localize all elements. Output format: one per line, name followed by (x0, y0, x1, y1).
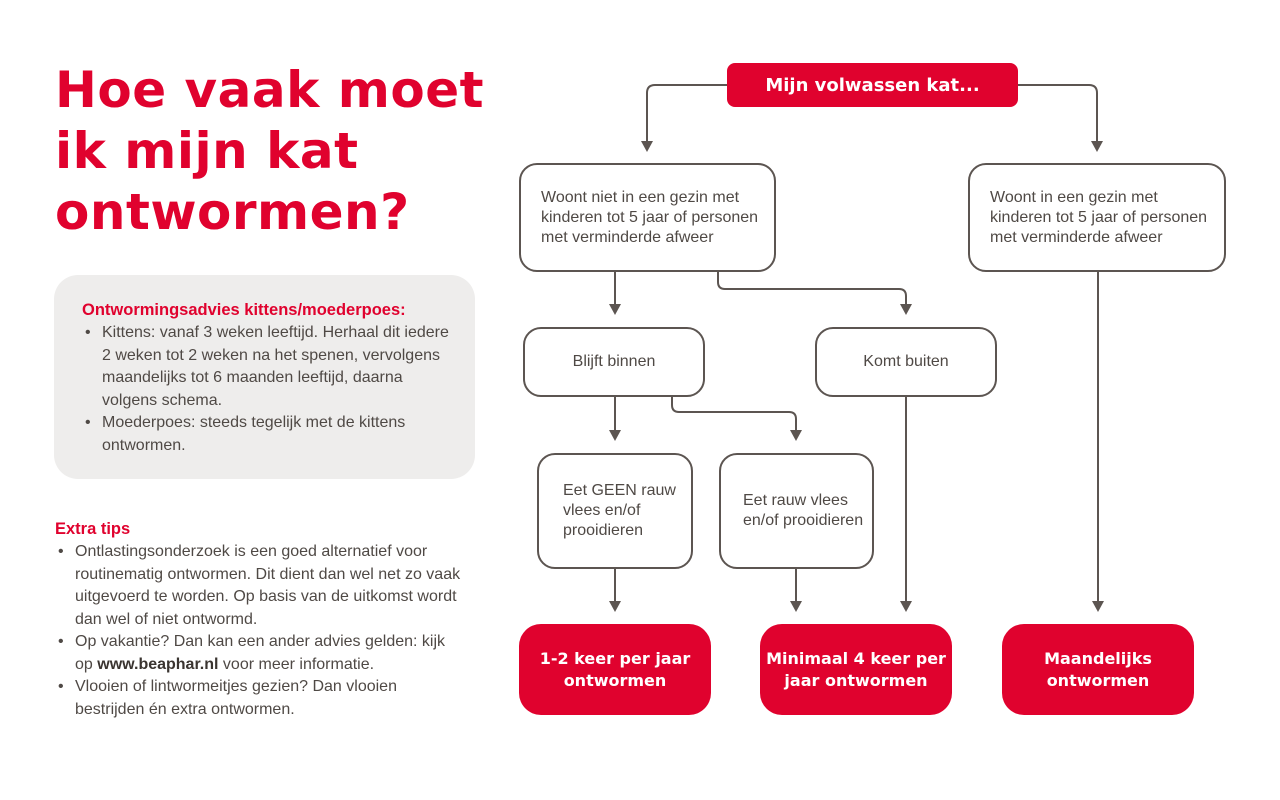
arrow-head-icon (790, 601, 802, 612)
arrow-head-icon (641, 141, 653, 152)
arrow-head-icon (900, 304, 912, 315)
kitten-advice-item: • Kittens: vanaf 3 weken leeftijd. Herhaal dit iedere 2 weken tot 2 weken na het spenen, vervolgens maandelijks tot 6 maanden leeftijd, daarna volgens schema. (82, 322, 455, 412)
arrow-head-icon (1092, 601, 1104, 612)
extra-tip-item: • Vlooien of lintwormeitjes gezien? Dan vlooien bestrijden én extra ontwormen. (55, 676, 465, 721)
tip-text: Op vakantie? Dan kan een ander advies gelden: kijk op (75, 633, 446, 673)
connector-root-right (1018, 85, 1097, 141)
extra-tips-heading: Extra tips (55, 520, 131, 538)
outcome-1-2-per-year: 1-2 keer per jaar ontwormen (519, 624, 711, 715)
node-no-raw-meat: Eet GEEN rauw vlees en/of prooidieren (537, 453, 693, 569)
arrow-head-icon (609, 304, 621, 315)
kitten-advice-heading: Ontwormingsadvies kittens/moederpoes: (82, 301, 406, 319)
arrow-head-icon (609, 601, 621, 612)
outcome-4-per-year: Minimaal 4 keer per jaar ontwormen (760, 624, 952, 715)
node-raw-meat: Eet rauw vlees en/of prooidieren (719, 453, 874, 569)
outcome-monthly: Maandelijks ontwormen (1002, 624, 1194, 715)
arrow-head-icon (790, 430, 802, 441)
connector-root-left (647, 85, 727, 141)
connector-to-goes-outside (718, 271, 906, 306)
arrow-head-icon (900, 601, 912, 612)
arrow-head-icon (609, 430, 621, 441)
extra-tip-item: • Ontlastingsonderzoek is een goed alternatief voor routinematig ontwormen. Dit dient dan wel net zo vaak uitgevoerd te worden. Op basis van de uitkomst wordt dan wel of niet ontwormd. (55, 541, 465, 631)
root-node: Mijn volwassen kat... (727, 63, 1018, 107)
page-title: Hoe vaak moet ik mijn kat ontwormen? (55, 61, 485, 241)
kitten-advice-item: • Moederpoes: steeds tegelijk met de kittens ontwormen. (82, 412, 455, 457)
tip-text: voor meer informatie. (218, 655, 375, 673)
beaphar-link[interactable]: www.beaphar.nl (97, 655, 219, 673)
node-not-in-family: Woont niet in een gezin met kinderen tot 5 jaar of personen met verminderde afweer (519, 163, 776, 272)
node-stays-inside: Blijft binnen (523, 327, 705, 397)
node-in-family: Woont in een gezin met kinderen tot 5 jaar of personen met verminderde afweer (968, 163, 1226, 272)
node-goes-outside: Komt buiten (815, 327, 997, 397)
arrow-head-icon (1091, 141, 1103, 152)
connector-to-raw-meat (672, 396, 796, 432)
